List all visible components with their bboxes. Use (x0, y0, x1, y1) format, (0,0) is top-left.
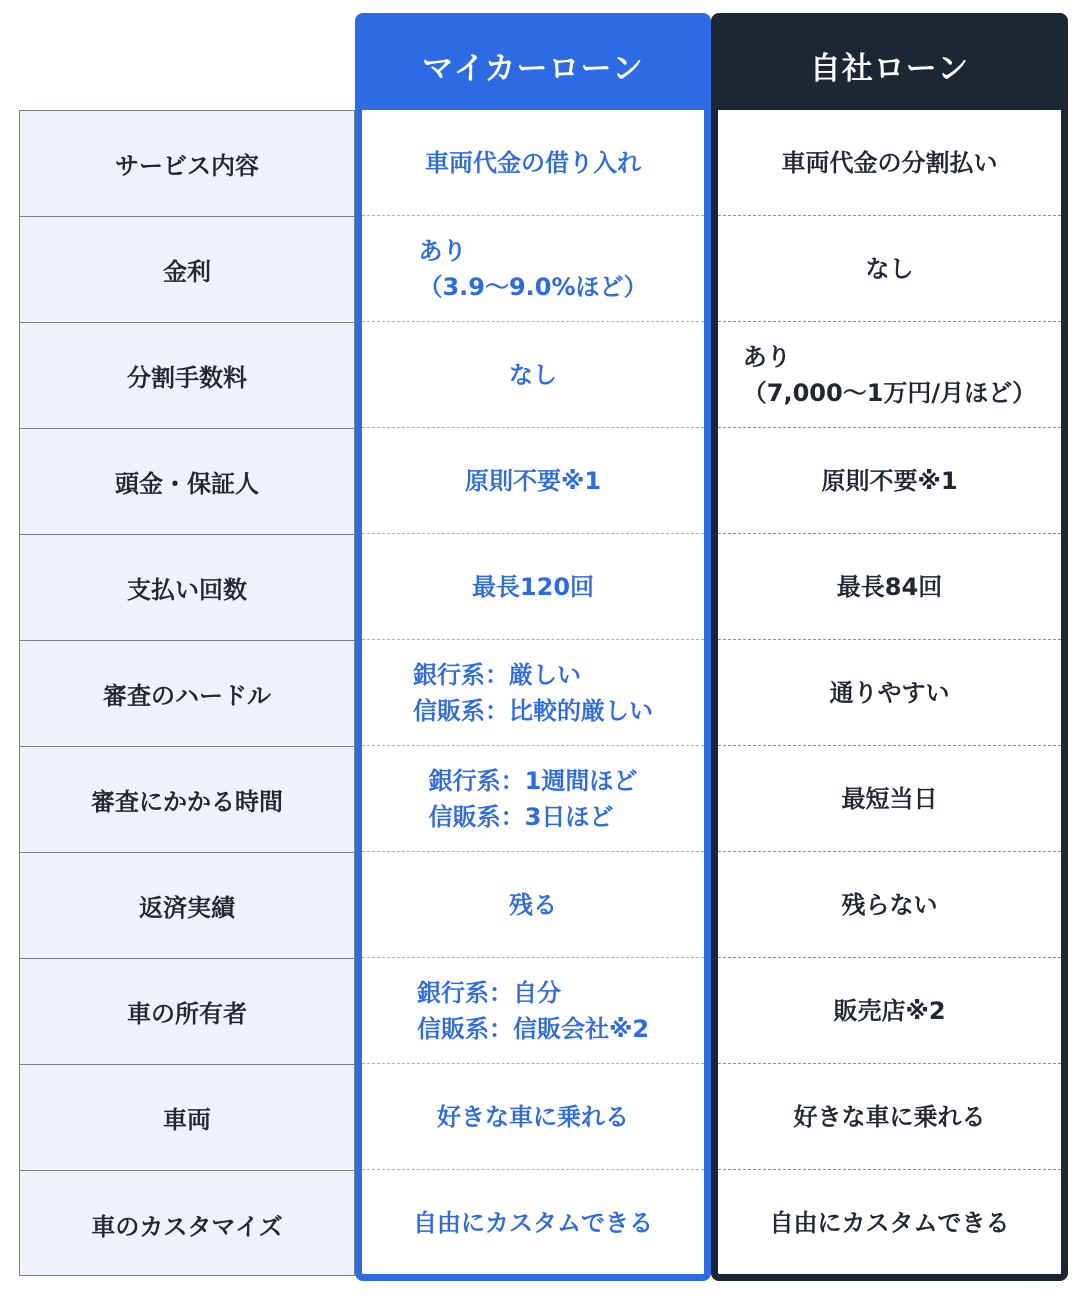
cell-jisha (718, 110, 1061, 216)
cell-jisha (718, 640, 1061, 746)
cell-text: あり (418, 236, 467, 265)
cell-text: 残る (509, 890, 557, 919)
cell-jisha (718, 322, 1061, 428)
column-body-jisha-loan (718, 110, 1061, 1274)
cell-text: 好きな車に乗れる (437, 1102, 629, 1131)
row-label: 審査のハードル (20, 641, 354, 747)
cell-text: あり (742, 342, 791, 371)
cell-text: なし (865, 254, 914, 283)
cell-text: （3.9〜9.0%ほど） (418, 272, 648, 301)
cell-jisha (718, 534, 1061, 640)
row-label: 審査にかかる時間 (20, 747, 354, 853)
cell-text: 車両代金の分割払い (781, 148, 998, 177)
cell-jisha (718, 958, 1061, 1064)
row-label: 金利 (20, 217, 354, 323)
row-label: 分割手数料 (20, 323, 354, 429)
cell-text: 車両代金の借り入れ (425, 148, 641, 177)
cell-text: 信販系：3日ほど (428, 802, 614, 831)
column-header-mycar-loan: マイカーローン (422, 50, 644, 87)
row-labels (19, 110, 355, 1276)
cell-text: （7,000〜1万円/月ほど） (742, 378, 1037, 407)
cell-mycar (362, 852, 704, 958)
cell-jisha (718, 1170, 1061, 1276)
cell-text: 原則不要※1 (821, 466, 958, 495)
cell-mycar (362, 110, 704, 216)
cell-mycar (362, 322, 704, 428)
cell-mycar (362, 1170, 704, 1276)
cell-jisha (718, 746, 1061, 852)
cell-mycar (362, 1064, 704, 1170)
cell-text: 通りやすい (829, 678, 950, 707)
cell-text: 最短当日 (841, 784, 938, 813)
column-header-jisha-loan: 自社ローン (809, 50, 970, 87)
cell-text: 銀行系：自分 (416, 978, 561, 1007)
cell-mycar (362, 216, 704, 322)
cell-text: 銀行系：1週間ほど (428, 766, 638, 795)
cell-text: なし (509, 360, 557, 389)
column-mycar-loan (355, 13, 711, 1281)
cell-text: 自由にカスタムできる (413, 1209, 653, 1237)
column-body-mycar-loan (362, 110, 704, 1274)
row-label: 車両 (20, 1065, 354, 1171)
cell-text: 好きな車に乗れる (793, 1102, 986, 1131)
cell-jisha (718, 852, 1061, 958)
cell-jisha (718, 216, 1061, 322)
cell-mycar (362, 428, 704, 534)
row-label: サービス内容 (20, 111, 354, 217)
cell-jisha (718, 1064, 1061, 1170)
cell-mycar (362, 534, 704, 640)
cell-text: 信販系：信販会社※2 (416, 1014, 650, 1043)
cell-jisha (718, 428, 1061, 534)
row-label: 頭金・保証人 (20, 429, 354, 535)
cell-text: 信販系：比較的厳しい (413, 696, 653, 725)
cell-text: 原則不要※1 (464, 466, 602, 495)
cell-text: 最長120回 (471, 572, 595, 601)
row-label: 車のカスタマイズ (91, 1212, 283, 1241)
row-label: 車の所有者 (20, 959, 354, 1065)
column-jisha-loan (711, 13, 1068, 1281)
cell-text: 銀行系：厳しい (413, 660, 581, 689)
row-label: 返済実績 (20, 853, 354, 959)
cell-text: 自由にカスタムできる (769, 1209, 1010, 1237)
cell-text: 販売店※2 (833, 996, 946, 1025)
cell-mycar (362, 640, 704, 746)
cell-mycar (362, 746, 704, 852)
cell-text: 最長84回 (836, 572, 943, 601)
cell-mycar (362, 958, 704, 1064)
row-label: 支払い回数 (20, 535, 354, 641)
cell-text: 残らない (841, 890, 938, 919)
